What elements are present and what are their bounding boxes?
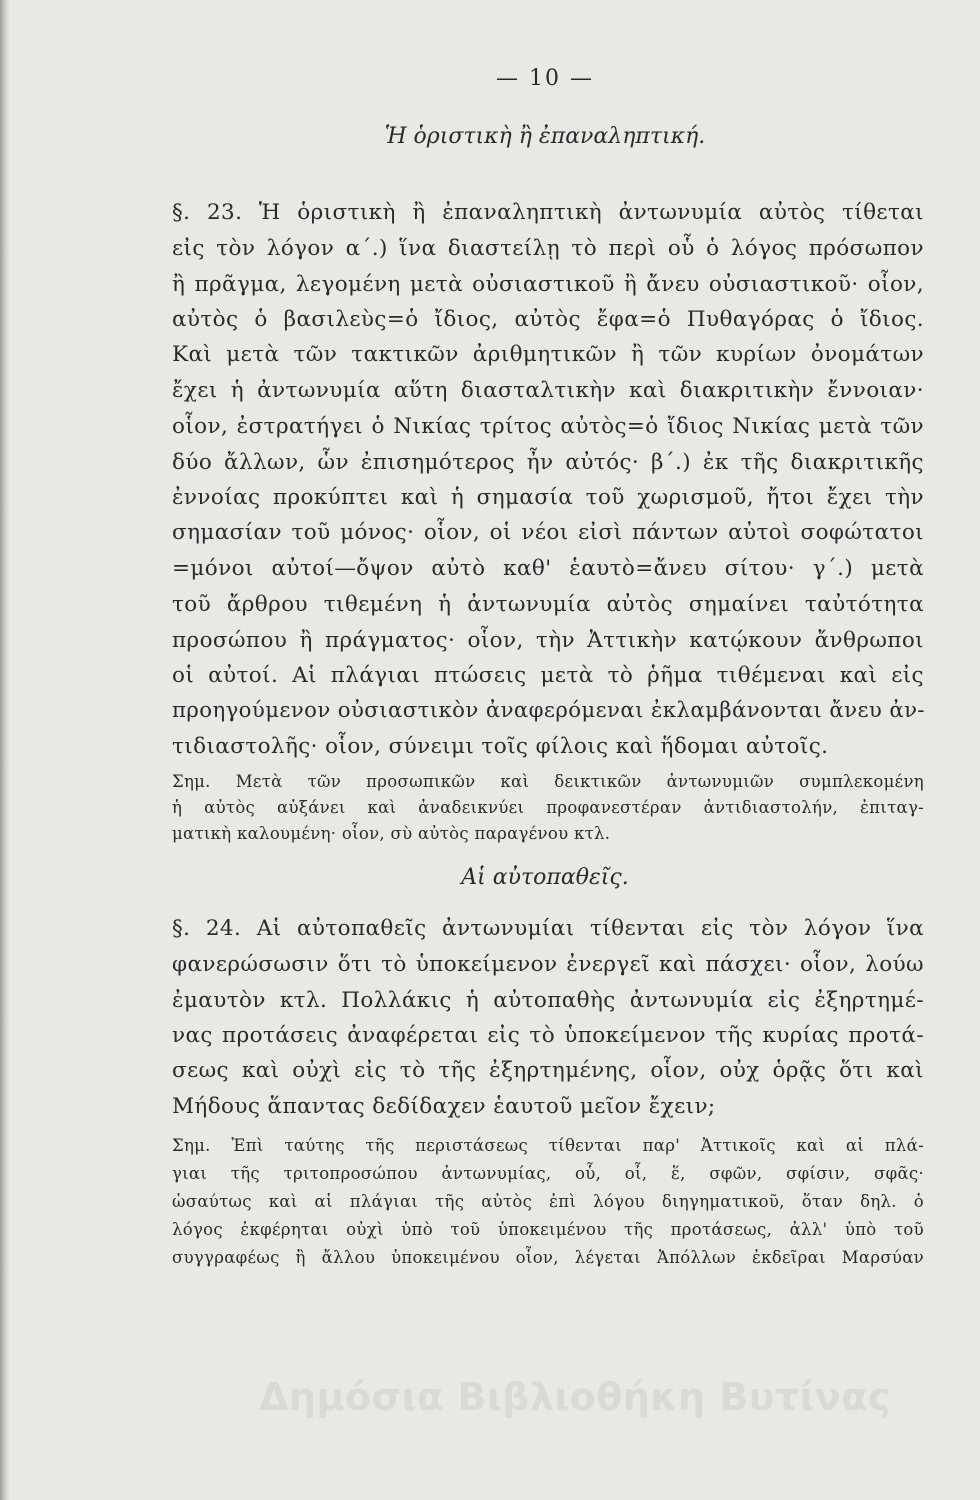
note-2-line: γιαι τῆς τριτοπροσώπου ἀντωνυμίας, οὗ, οἷ, ἕ, σφῶν, σφίσιν, σφᾶς· [172, 1164, 924, 1183]
paragraph-23-line: οἱ αὐτοί. Αἱ πλάγιαι πτώσεις μετὰ τὸ ῥῆμα τιθέμεναι καὶ εἰς [172, 663, 924, 688]
paragraph-23-line: σημασίαν τοῦ μόνος· οἷον, οἱ νέοι εἰσὶ πάντων αὐτοὶ σοφώτατοι [172, 520, 924, 545]
paragraph-23-line: αὐτὸς ὁ βασιλεὺς=ὁ ἴδιος, αὐτὸς ἔφα=ὁ Πυθαγόρας ὁ ἴδιος. [172, 307, 924, 332]
note-1-line: ματικὴ καλουμένη· οἷον, σὺ αὐτὸς παραγένου κτλ. [172, 824, 611, 843]
paragraph-23-line: δύο ἄλλων, ὧν ἐπισημότερος ἦν αὐτός· β΄.) ἐκ τῆς διακριτικῆς [172, 450, 924, 475]
section-heading-definitive: Ἡ ὁριστικὴ ἢ ἐπαναληπτική. [384, 124, 706, 149]
paragraph-23-line: ἔχει ἡ ἀντωνυμία αὕτη διασταλτικὴν καὶ διακριτικὴν ἔννοιαν· [172, 378, 924, 403]
library-watermark: Δημόσια Βιβλιοθήκη Βυτίνας [259, 1375, 891, 1419]
note-2-line: ὡσαύτως καὶ αἱ πλάγιαι τῆς αὐτὸς ἐπὶ λόγου διηγηματικοῦ, ὅταν δηλ. ὁ [172, 1192, 924, 1211]
note-1-line: Σημ. Μετὰ τῶν προσωπικῶν καὶ δεικτικῶν ἀντωνυμιῶν συμπλεκομένη [172, 772, 924, 791]
section-heading-reflexive: Αἱ αὐτοπαθεῖς. [461, 865, 629, 890]
paragraph-23-line: προηγούμενον οὐσιαστικὸν ἀναφερόμεναι ἐκλαμβάνονται ἄνευ ἀν- [172, 698, 925, 723]
paragraph-24-line: Μήδους ἅπαντας δεδίδαχεν ἑαυτοῦ μεῖον ἔχειν; [172, 1094, 716, 1119]
paragraph-23-line: τιδιαστολῆς· οἷον, σύνειμι τοῖς φίλοις καὶ ἥδομαι αὐτοῖς. [172, 734, 829, 759]
paragraph-23-line: ἢ πρᾶγμα, λεγομένη μετὰ οὐσιαστικοῦ ἢ ἄνευ οὐσιαστικοῦ· οἷον, [172, 272, 924, 297]
note-2-line: λόγος ἐκφέρηται οὐχὶ ὑπὸ τοῦ ὑποκειμένου τῆς προτάσεως, ἀλλ' ὑπὸ τοῦ [172, 1220, 924, 1239]
paragraph-23-line: προσώπου ἢ πράγματος· οἷον, τὴν Ἀττικὴν κατῴκουν ἄνθρωποι [172, 628, 924, 653]
paragraph-23-line: Καὶ μετὰ τῶν τακτικῶν ἀριθμητικῶν ἢ τῶν κυρίων ὀνομάτων [172, 342, 924, 367]
paragraph-23-line: ἐννοίας προκύπτει καὶ ἡ σημασία τοῦ χωρισμοῦ, ἤτοι ἔχει τὴν [172, 485, 924, 510]
paragraph-24-line: ἐμαυτὸν κτλ. Πολλάκις ἡ αὐτοπαθὴς ἀντωνυμία εἰς ἐξηρτημέ- [172, 988, 924, 1013]
paragraph-24-line: §. 24. Αἱ αὐτοπαθεῖς ἀντωνυμίαι τίθενται εἰς τὸν λόγον ἵνα [172, 916, 924, 941]
paragraph-23-line: τοῦ ἄρθρου τιθεμένη ἡ ἀντωνυμία αὐτὸς σημαίνει ταὐτότητα [172, 592, 924, 617]
paragraph-23-line: εἰς τὸν λόγον α΄.) ἵνα διαστείλῃ τὸ περὶ οὗ ὁ λόγος πρόσωπον [172, 236, 924, 261]
paragraph-23-line: §. 23. Ἡ ὁριστικὴ ἢ ἐπαναληπτικὴ ἀντωνυμία αὐτὸς τίθεται [172, 200, 924, 225]
note-1-line: ἡ αὐτὸς αὐξάνει καὶ ἀναδεικνύει προφανεστέραν ἀντιδιαστολήν, ἐπιταγ- [172, 798, 924, 817]
page-number: — 10 — [496, 66, 594, 91]
paragraph-24-line: φανερώσωσιν ὅτι τὸ ὑποκείμενον ἐνεργεῖ καὶ πάσχει· οἷον, λούω [172, 952, 924, 977]
note-2-line: συγγραφέως ἢ ἄλλου ὑποκειμένου οἷον, λέγεται Ἀπόλλων ἐκδεῖραι Μαρσύαν [172, 1248, 924, 1267]
paragraph-24-line: νας προτάσεις ἀναφέρεται εἰς τὸ ὑποκείμενον τῆς κυρίας προτά- [172, 1023, 924, 1048]
paragraph-24-line: σεως καὶ οὐχὶ εἰς τὸ τῆς ἐξηρτημένης, οἷον, οὐχ ὁρᾷς ὅτι καὶ [172, 1058, 924, 1083]
paragraph-23-line: οἷον, ἐστρατήγει ὁ Νικίας τρίτος αὐτὸς=ὁ ἴδιος Νικίας μετὰ τῶν [172, 414, 924, 439]
paragraph-23-line: =μόνοι αὐτοί—ὄψον αὐτὸ καθ' ἑαυτὸ=ἄνευ σίτου· γ΄.) μετὰ [172, 556, 924, 581]
note-2-line: Σημ. Ἐπὶ ταύτης τῆς περιστάσεως τίθενται παρ' Ἀττικοῖς καὶ αἱ πλά- [172, 1136, 924, 1155]
